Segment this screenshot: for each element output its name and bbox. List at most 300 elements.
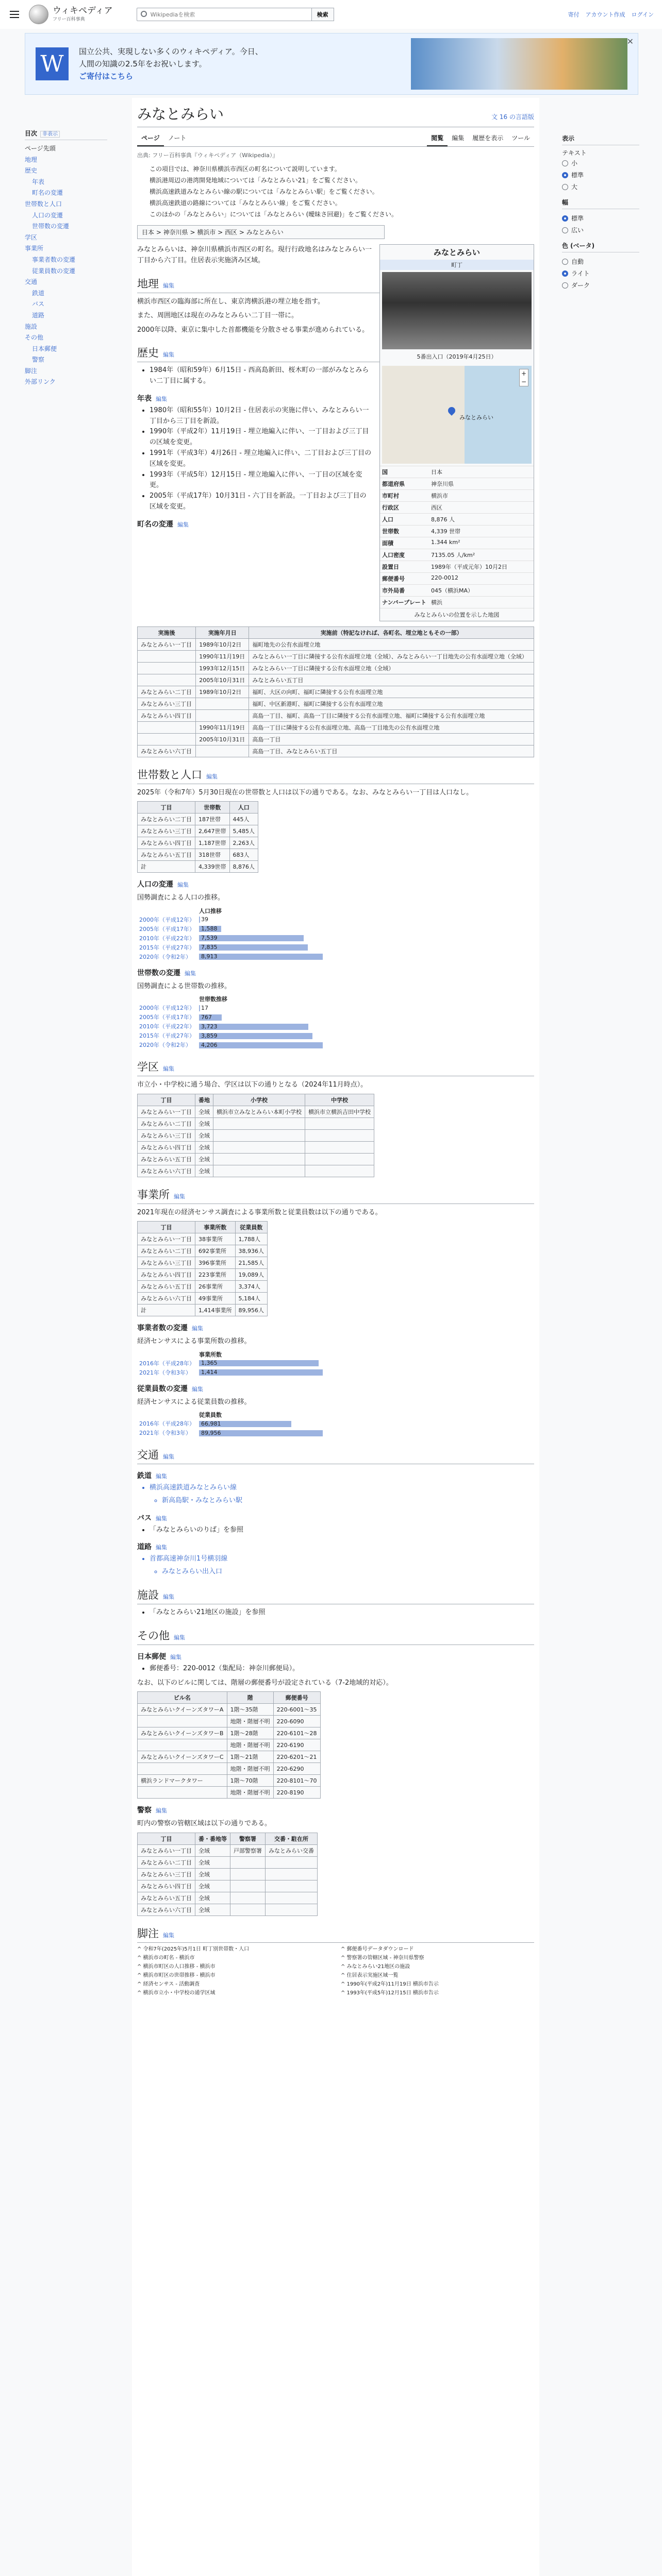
- table-cell: 戸部警察署: [230, 1844, 266, 1856]
- population-bar-chart: [137, 915, 325, 961]
- townnames-table: [137, 626, 534, 757]
- infobox-value: 220-0012: [431, 574, 458, 581]
- banner-line-1: 国立公共、実現しない多くのウィキペディア。今日、: [79, 47, 263, 56]
- table-cell: 全域: [195, 1153, 213, 1165]
- road-exit-link[interactable]: ◦ みなとみらい出入口: [162, 1567, 534, 1578]
- bus-note[interactable]: • 「みなとみらいのりば」を参照: [150, 1525, 534, 1536]
- edit-link[interactable]: 編集: [174, 1193, 185, 1200]
- pop-chart-title: 人口推移: [199, 907, 222, 914]
- table-row: [138, 639, 534, 651]
- chart-row: [137, 1022, 325, 1031]
- table-header-row: [138, 1833, 318, 1844]
- toc-item[interactable]: 事業者数の変遷: [32, 256, 76, 263]
- table-cell: [138, 722, 196, 734]
- empcount-paragraph: 経済センサスによる従業員数の推移。: [137, 1398, 251, 1406]
- section-rail: 鉄道: [137, 1472, 152, 1481]
- empcount-bar-chart: [137, 1419, 325, 1437]
- section-road: 道路: [137, 1543, 152, 1552]
- table-cell: [213, 1153, 305, 1165]
- table-cell: みなとみらい四丁目: [138, 1141, 195, 1153]
- table-cell: [230, 1856, 266, 1868]
- text-large-radio[interactable]: [562, 181, 639, 193]
- table-cell: みなとみらい二丁目: [138, 1117, 195, 1129]
- reference-item[interactable]: ^ みなとみらい21地区の施設: [341, 1963, 410, 1970]
- toc-item[interactable]: ページ先頭: [25, 145, 56, 152]
- table-cell: みなとみらい六丁目: [138, 1293, 195, 1304]
- chart-year-label[interactable]: 2020年（令和2年）: [139, 953, 191, 960]
- edit-link[interactable]: 編集: [177, 882, 189, 889]
- toc-item[interactable]: 交通: [25, 278, 38, 286]
- table-cell: みなとみらい四丁目: [138, 837, 195, 849]
- reference-item[interactable]: ^ 郵便番号データダウンロード: [341, 1946, 414, 1952]
- table-cell: 高島一丁目に隣接する公有水面埋立地、高島一丁目地先の公有水面埋立地: [249, 722, 534, 734]
- radio-label: 大: [571, 183, 578, 191]
- table-header-row: [138, 802, 258, 814]
- table-cell: 1階～28階: [227, 1727, 273, 1739]
- rail-station-link[interactable]: ◦ 新高島駅・みなとみらい駅: [162, 1496, 534, 1506]
- chronology-item: • 1990年（平成2年）11月19日 - 埋立地編入に伴い、一丁目および三丁目の区域を変更。: [150, 427, 534, 448]
- table-cell: 1993年12月15日: [196, 663, 249, 674]
- history-item: • 1984年（昭和59年）6月15日 - 西高島新田、桜木町の一部がみなとみらい二丁目に属する。: [150, 365, 534, 387]
- reference-item[interactable]: ^ 横浜市立小・中学校の通学区域: [137, 1990, 216, 1996]
- table-cell: [138, 734, 196, 745]
- households-bar-chart: [137, 1003, 325, 1049]
- map-zoom-control[interactable]: + −: [519, 369, 528, 386]
- radio-label: 広い: [571, 227, 584, 234]
- reference-item[interactable]: ^ 警察署の管轄区域 - 神奈川県警察: [341, 1955, 424, 1961]
- edit-link[interactable]: 編集: [156, 1473, 167, 1480]
- toc-item[interactable]: 人口の変遷: [32, 211, 63, 219]
- chart-value-label: 3,859: [201, 1032, 218, 1039]
- chart-value-label: 89,956: [201, 1429, 221, 1436]
- wikipedia-w-icon: W: [36, 47, 69, 80]
- table-cell: みなとみらい四丁目: [138, 710, 196, 722]
- table-cell: みなとみらい六丁目: [138, 745, 196, 757]
- chart-bar-cell: [197, 1368, 325, 1377]
- table-cell: 5,184人: [235, 1293, 268, 1304]
- infobox-row: [380, 513, 534, 525]
- hhchange-paragraph: 国勢調査による世帯数の推移。: [137, 982, 231, 990]
- edit-link[interactable]: 編集: [163, 1453, 174, 1461]
- toc-item[interactable]: 鉄道: [32, 289, 45, 297]
- infobox-row: [380, 489, 534, 501]
- map-label: みなとみらい: [459, 414, 493, 421]
- infobox-row: [380, 596, 534, 608]
- table-row: [138, 663, 534, 674]
- edit-link[interactable]: 編集: [163, 1931, 174, 1939]
- facilities-note[interactable]: • 「みなとみらい21地区の施設」を参照: [150, 1607, 534, 1618]
- table-cell: [138, 651, 196, 663]
- table-header-row: [138, 1692, 321, 1704]
- table-row: [138, 1293, 268, 1304]
- table-cell: [305, 1153, 374, 1165]
- infobox-key: ナンバープレート: [382, 599, 426, 606]
- table-cell: 220-6101～28: [273, 1727, 320, 1739]
- toc-item[interactable]: 脚注: [25, 367, 38, 375]
- table-header-row: [138, 627, 534, 639]
- table-header-cell: 番地: [195, 1094, 213, 1106]
- table-cell: [230, 1880, 266, 1892]
- search-input[interactable]: [137, 8, 312, 21]
- toc-item[interactable]: 学区: [25, 233, 38, 241]
- reference-item[interactable]: ^ 横浜市の町名 - 横浜市: [137, 1955, 195, 1961]
- infobox-photo[interactable]: [382, 272, 532, 349]
- edit-link[interactable]: 編集: [156, 1807, 167, 1815]
- table-row: [138, 1106, 374, 1117]
- radio-label: 標準: [571, 215, 584, 222]
- table-cell: [230, 1868, 266, 1880]
- section-households: 世帯数と人口: [137, 769, 202, 781]
- edit-link[interactable]: 編集: [170, 1653, 181, 1660]
- edit-link[interactable]: 編集: [156, 1544, 167, 1551]
- chart-year-label[interactable]: 2016年（平成28年）: [139, 1420, 195, 1428]
- table-cell: みなとみらい五丁目: [138, 1892, 195, 1904]
- wikipedia-logo[interactable]: [29, 5, 113, 24]
- table-row: [138, 1153, 374, 1165]
- rail-line-link[interactable]: • 横浜高速鉄道みなとみらい線: [150, 1483, 534, 1494]
- chart-value-label: 7,835: [201, 944, 218, 951]
- table-cell: 全域: [195, 1868, 230, 1880]
- table-row: [138, 1704, 321, 1716]
- chart-value-label: 1,365: [201, 1360, 218, 1367]
- table-header-cell: 事業所数: [195, 1222, 236, 1233]
- table-cell: [305, 1141, 374, 1153]
- toc-item[interactable]: 従業員数の変遷: [32, 267, 76, 275]
- breadcrumb[interactable]: 日本 > 神奈川県 > 横浜市 > 西区 > みなとみらい: [137, 225, 385, 239]
- chronology-item: • 1993年（平成5年）12月15日 - 埋立地編入に伴い、一丁目の区域を変更。: [150, 470, 534, 492]
- chronology-item: • 2005年（平成17年）10月31日 - 六丁目を新設。一丁目および三丁目の区域を変更。: [150, 491, 534, 513]
- reference-item[interactable]: ^ 1993年(平成5年)12月15日 横浜市告示: [341, 1990, 439, 1996]
- table-cell: 高島一丁目: [249, 734, 534, 745]
- color-dark-radio[interactable]: [562, 279, 639, 291]
- infobox-value: 神奈川県: [431, 481, 454, 487]
- site-name: ウィキペディア: [53, 5, 113, 16]
- table-row: [138, 1281, 268, 1293]
- table-row: [138, 861, 258, 873]
- school-table: [137, 1094, 374, 1177]
- width-label: 幅: [562, 199, 569, 206]
- chart-row: [137, 1031, 325, 1040]
- table-row: [138, 1245, 268, 1257]
- table-cell: みなとみらい五丁目: [138, 1153, 195, 1165]
- create-account-link[interactable]: アカウント作成: [585, 11, 625, 18]
- infobox-value: 1.344 km²: [431, 539, 460, 546]
- edit-link[interactable]: 編集: [163, 351, 174, 359]
- chart-year-label[interactable]: 2000年（平成12年）: [139, 1005, 195, 1012]
- edit-link[interactable]: 編集: [192, 1325, 203, 1332]
- color-label: 色 (ベータ): [562, 242, 595, 249]
- table-row: [138, 1165, 374, 1177]
- chart-year-label[interactable]: 2020年（令和2年）: [139, 1042, 191, 1049]
- table-cell: 福町、中区新港町、福町に隣接する公有水面埋立地: [249, 698, 534, 710]
- page-title: みなとみらい: [137, 107, 224, 123]
- table-cell: みなとみらい一丁目: [138, 1844, 195, 1856]
- infobox-value: 7135.05 人/km²: [431, 552, 475, 558]
- table-cell: みなとみらい二丁目: [138, 1856, 195, 1868]
- table-header-cell: 実施後: [138, 627, 196, 639]
- table-cell: 2005年10月31日: [196, 674, 249, 686]
- table-row: [138, 837, 258, 849]
- chart-year-label[interactable]: 2005年（平成17年）: [139, 1014, 195, 1021]
- table-cell: [305, 1129, 374, 1141]
- tab-tools[interactable]: ツール: [511, 134, 530, 142]
- table-header-cell: 中学校: [305, 1094, 374, 1106]
- banner-close-icon[interactable]: ✕: [626, 37, 634, 46]
- table-cell: 全域: [195, 1106, 213, 1117]
- toc-item[interactable]: 道路: [32, 311, 45, 319]
- section-other: その他: [137, 1629, 170, 1642]
- search-button[interactable]: 検索: [312, 8, 334, 21]
- tab-page[interactable]: ページ: [137, 130, 164, 146]
- table-row: [138, 1775, 321, 1787]
- infobox-key: 人口密度: [382, 552, 405, 558]
- table-row: [138, 1880, 318, 1892]
- reference-item[interactable]: ^ 経済センサス - 活動調査: [137, 1981, 200, 1987]
- radio-icon: [562, 160, 568, 166]
- page-tabs: [137, 130, 534, 147]
- appearance-panel: [562, 129, 639, 291]
- table-cell: [213, 1141, 305, 1153]
- toc-item[interactable]: 町名の変遷: [32, 189, 63, 197]
- table-cell: 1階～21階: [227, 1751, 273, 1763]
- infobox-row: [380, 561, 534, 572]
- infobox-key: 行政区: [382, 504, 399, 511]
- chart-year-label[interactable]: 2005年（平成17年）: [139, 925, 195, 933]
- infobox-subtitle: 町丁: [380, 260, 534, 270]
- toc-item[interactable]: 地理: [25, 156, 38, 163]
- table-cell: みなとみらい三丁目: [138, 1868, 195, 1880]
- table-cell: 全域: [195, 1904, 230, 1916]
- radio-label: ライト: [571, 270, 590, 277]
- language-button[interactable]: 文 16 の言語版: [491, 113, 534, 121]
- chart-bar-cell: [197, 1040, 325, 1049]
- tab-read[interactable]: 閲覧: [427, 130, 448, 146]
- section-school: 学区: [137, 1061, 159, 1074]
- edit-link[interactable]: 編集: [174, 1634, 185, 1641]
- edit-link[interactable]: 編集: [163, 282, 174, 289]
- chart-year-label[interactable]: 2015年（平成27年）: [139, 944, 195, 951]
- chart-year-label[interactable]: 2010年（平成22年）: [139, 1023, 195, 1030]
- infobox-row: [380, 549, 534, 561]
- toc-item[interactable]: 年表: [32, 178, 45, 185]
- table-row: [138, 1856, 318, 1868]
- edit-link[interactable]: 編集: [156, 1515, 167, 1522]
- banner-donate-link[interactable]: ご寄付はこちら: [79, 72, 134, 81]
- geo-paragraph: 2000年以降、東京に集中した首都機能を分散させる事業が進められている。: [137, 326, 369, 334]
- table-cell: 全域: [195, 1141, 213, 1153]
- table-cell: 89,956人: [235, 1304, 268, 1316]
- text-standard-radio[interactable]: [562, 169, 639, 181]
- toc-item[interactable]: 歴史: [25, 167, 38, 175]
- login-link[interactable]: ログイン: [631, 11, 654, 18]
- chart-row: [137, 952, 325, 961]
- table-row: [138, 1269, 268, 1281]
- infobox-row: [380, 584, 534, 596]
- edit-link[interactable]: 編集: [156, 395, 167, 402]
- chart-value-label: 8,913: [201, 953, 218, 960]
- table-cell: 223事業所: [195, 1269, 236, 1281]
- edit-link[interactable]: 編集: [163, 1065, 174, 1073]
- chart-year-label[interactable]: 2010年（平成22年）: [139, 935, 195, 942]
- table-cell: みなとみらい三丁目: [138, 1257, 195, 1269]
- reference-item[interactable]: ^ 横浜市町区の人口推移 - 横浜市: [137, 1963, 216, 1970]
- table-cell: [305, 1117, 374, 1129]
- infobox-caption: 5番出入口（2019年4月25日）: [417, 353, 497, 360]
- chart-value-label: 4,206: [201, 1041, 218, 1048]
- section-bus: バス: [137, 1514, 152, 1522]
- table-row: [138, 1129, 374, 1141]
- toc-hide-button[interactable]: 非表示: [40, 131, 60, 138]
- post-paragraph-2: なお、以下のビルに関しては、階層の郵便番号が設定されている（7-2地域的対応）。: [137, 1679, 393, 1687]
- chart-bar: [199, 954, 323, 960]
- table-cell: 1,187世帯: [195, 837, 230, 849]
- infobox-row: [380, 537, 534, 549]
- reference-item[interactable]: ^ 横浜市町区の世帯推移 - 横浜市: [137, 1972, 216, 1978]
- table-cell: 2005年10月31日: [196, 734, 249, 745]
- infobox-value: 8,876 人: [431, 516, 455, 523]
- section-geo: 地理: [137, 277, 159, 290]
- road-link[interactable]: • 首都高速神奈川1号横羽線: [150, 1554, 534, 1565]
- tab-edit[interactable]: 編集: [452, 134, 465, 142]
- table-cell: [196, 698, 249, 710]
- color-light-radio[interactable]: [562, 267, 639, 279]
- section-townnames: 町名の変遷: [137, 520, 173, 529]
- appearance-title: 表示: [562, 135, 575, 142]
- width-standard-radio[interactable]: [562, 212, 639, 224]
- table-cell: 地階・階層不明: [227, 1763, 273, 1775]
- table-cell: 2,263人: [229, 837, 258, 849]
- table-cell: 187世帯: [195, 814, 230, 825]
- article-content: [132, 98, 539, 2576]
- section-chronology: 年表: [137, 394, 152, 403]
- chart-year-label[interactable]: 2021年（令和3年）: [139, 1369, 191, 1376]
- donate-link[interactable]: 寄付: [568, 11, 580, 18]
- table-row: [138, 825, 258, 837]
- table-row: [138, 1868, 318, 1880]
- geo-paragraph: 横浜市西区の臨海部に所在し、東京湾横浜港の埋立地を指す。: [137, 297, 324, 306]
- color-auto-radio[interactable]: [562, 256, 639, 267]
- edit-link[interactable]: 編集: [206, 773, 218, 780]
- table-header-cell: 実施年月日: [196, 627, 249, 639]
- chart-year-label[interactable]: 2000年（平成12年）: [139, 916, 195, 923]
- table-row: [138, 1257, 268, 1269]
- table-row: [138, 1739, 321, 1751]
- table-cell: 1,788人: [235, 1233, 268, 1245]
- edit-link[interactable]: 編集: [177, 521, 189, 528]
- toc-item[interactable]: その他: [25, 334, 44, 342]
- table-of-contents: [25, 129, 107, 388]
- toc-item[interactable]: 世帯数と人口: [25, 200, 62, 208]
- table-row: [138, 651, 534, 663]
- width-wide-radio[interactable]: [562, 224, 639, 236]
- infobox-row: [380, 466, 534, 478]
- table-cell: [230, 1892, 266, 1904]
- tab-talk[interactable]: ノート: [168, 134, 187, 142]
- text-small-radio[interactable]: [562, 157, 639, 169]
- toc-item[interactable]: バス: [32, 300, 45, 308]
- edit-link[interactable]: 編集: [185, 970, 196, 977]
- table-row: [138, 1727, 321, 1739]
- location-map[interactable]: [382, 366, 532, 464]
- lead-paragraph: みなとみらいは、神奈川県横浜市西区の町名。現行行政地名はみなとみらい一丁目から六丁目。住居表示実施済み区域。: [137, 246, 372, 265]
- toc-item[interactable]: 施設: [25, 323, 38, 330]
- table-cell: みなとみらい三丁目: [138, 825, 195, 837]
- toc-item[interactable]: 世帯数の変遷: [32, 223, 70, 230]
- radio-label: 小: [571, 160, 578, 167]
- radio-label: 自動: [571, 258, 584, 265]
- chart-year-label[interactable]: 2021年（令和3年）: [139, 1430, 191, 1437]
- tab-history[interactable]: 履歴を表示: [472, 134, 504, 142]
- table-header-cell: 郵便番号: [273, 1692, 320, 1704]
- chart-bar-cell: [197, 1022, 325, 1031]
- table-cell: みなとみらい四丁目: [138, 1269, 195, 1281]
- table-row: [138, 1763, 321, 1775]
- table-cell: みなとみらい六丁目: [138, 1904, 195, 1916]
- infobox-title: みなとみらい: [433, 248, 480, 257]
- chart-value-label: 39: [201, 916, 208, 923]
- police-paragraph: 町内の警察の管轄区域は以下の通りである。: [137, 1820, 272, 1828]
- table-cell: [196, 710, 249, 722]
- chart-row: [137, 1359, 325, 1368]
- section-transport: 交通: [137, 1449, 159, 1462]
- table-header-cell: 交番・駐在所: [266, 1833, 318, 1844]
- radio-selected-icon: [562, 215, 568, 222]
- table-cell: 2,647世帯: [195, 825, 230, 837]
- table-cell: 220-6090: [273, 1716, 320, 1727]
- table-cell: 220-6201～21: [273, 1751, 320, 1763]
- table-header-cell: 小学校: [213, 1094, 305, 1106]
- table-cell: みなとみらい五丁目: [249, 674, 534, 686]
- infobox-key: 世帯数: [382, 528, 399, 535]
- table-cell: 8,876人: [229, 861, 258, 873]
- chart-value-label: 17: [201, 1004, 208, 1011]
- table-cell: [138, 1787, 227, 1799]
- table-cell: 横浜ランドマークタワー: [138, 1775, 227, 1787]
- table-header-cell: 丁目: [138, 1222, 195, 1233]
- table-cell: [138, 674, 196, 686]
- section-history: 歴史: [137, 347, 159, 360]
- table-cell: みなとみらい二丁目: [138, 686, 196, 698]
- edit-link[interactable]: 編集: [163, 1594, 174, 1601]
- table-header-cell: 丁目: [138, 1833, 195, 1844]
- section-notes: 脚注: [137, 1927, 159, 1940]
- chart-year-label[interactable]: 2016年（平成28年）: [139, 1360, 195, 1367]
- table-cell: 福町、大区の向町、福町に隣接する公有水面埋立地: [249, 686, 534, 698]
- edit-link[interactable]: 編集: [192, 1385, 203, 1393]
- households-paragraph: 2025年（令和7年）5月30日現在の世帯数と人口は以下の通りである。なお、みなとみらい一丁目は人口なし。: [137, 789, 473, 796]
- reference-item[interactable]: ^ 1990年(平成2年)11月19日 横浜市告示: [341, 1981, 439, 1987]
- table-cell: 高島一丁目、みなとみらい五丁目: [249, 745, 534, 757]
- infobox-key: 郵便番号: [382, 575, 405, 582]
- radio-icon: [562, 282, 568, 289]
- chart-year-label[interactable]: 2015年（平成27年）: [139, 1032, 195, 1040]
- search-icon: [141, 11, 147, 17]
- site-tagline: フリー百科事典: [53, 17, 85, 23]
- radio-label: 標準: [571, 172, 584, 179]
- toc-item[interactable]: 警察: [32, 356, 45, 364]
- reference-item[interactable]: ^ 住居表示実施区域一覧: [341, 1972, 399, 1978]
- table-header-cell: 世帯数: [195, 802, 230, 814]
- reference-item[interactable]: ^ 令和7年(2025年)5月1日 町丁別世帯数・人口: [137, 1946, 250, 1952]
- toc-item[interactable]: 外部リンク: [25, 378, 56, 386]
- section-post: 日本郵便: [137, 1652, 166, 1661]
- toc-item[interactable]: 日本郵便: [32, 345, 57, 352]
- table-cell: みなとみらいクイーンズタワーA: [138, 1704, 227, 1716]
- hatnote: 横浜港周辺の港湾開発地域については「みなとみらい21」をご覧ください。: [150, 177, 362, 184]
- toc-item[interactable]: 事業所: [25, 245, 44, 252]
- main-menu-icon[interactable]: [8, 8, 21, 21]
- table-cell: 49事業所: [195, 1293, 236, 1304]
